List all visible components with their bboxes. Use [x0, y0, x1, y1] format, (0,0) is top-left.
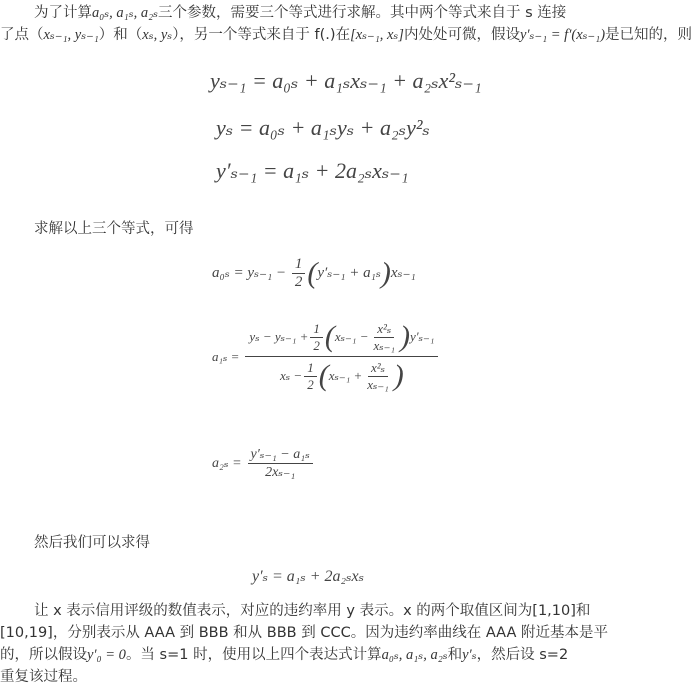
a0-rhs-left: yₛ₋₁ −	[247, 264, 287, 281]
closing-coeffs: a₀ₛ, a₁ₛ, a₂ₛ	[381, 647, 448, 663]
closing-text-3a: 的，所以假设	[0, 647, 87, 663]
a1-num-x: xₛ₋₁ −	[334, 329, 369, 344]
closing-text-3d: ，然后设 s=2	[476, 647, 569, 663]
a1-den-x: xₛ₋₁ +	[328, 368, 363, 383]
closing-text-3c: 和	[447, 647, 463, 663]
intro-paragraph	[0, 2, 692, 46]
closing-text-3b: 。当 s=1 时，使用以上四个表达式计算	[125, 647, 382, 663]
point-curr: xₛ, yₛ	[142, 27, 173, 43]
a1-lhs: a₁ₛ =	[212, 348, 240, 364]
initial-derivative: y′₀ = 0	[87, 647, 126, 663]
closing-ys: y′ₛ	[462, 647, 477, 663]
equation-2: yₛ = a₀ₛ + a₁ₛyₛ + a₂ₛy²ₛ	[216, 115, 430, 140]
equation-1: yₛ₋₁ = a₀ₛ + a₁ₛxₛ₋₁ + a₂ₛx²ₛ₋₁	[210, 68, 482, 93]
a1-main-fraction: yₛ − yₛ₋₁ + $\frac{1}{2}$ ( xₛ₋₁ − $\frac{\text{x²ₛ}}{\text{xₛ₋₁}}$ ) y′ₛ₋₁ xₛ − $\frac{1}{2}$ ( xₛ₋₁ + $\frac{\text{x²ₛ}}{\text{xₛ₋₁}}$ )	[245, 318, 438, 395]
closing-line-4: 重复该过程。	[0, 669, 87, 685]
intro-text-2: 三个参数，需要三个等式进行求解。其中两个等式来自于 s 连接	[158, 5, 567, 21]
point-prev: xₛ₋₁, yₛ₋₁	[43, 27, 99, 43]
then-text: 然后我们可以求得	[34, 535, 150, 551]
a0-tail: xₛ₋₁	[390, 264, 416, 281]
closing-line-2: [10,19]，分别表示从 AAA 到 BBB 和从 BBB 到 CCC。因为违约率曲线在 AAA 附近基本是平	[0, 625, 608, 641]
solve-text: 求解以上三个等式，可得	[34, 221, 194, 237]
a1-den-inner-fraction: $\frac{\text{x²ₛ}}{\text{xₛ₋₁}}$	[367, 359, 389, 392]
interval: [xₛ₋₁, xₛ]	[350, 27, 404, 43]
a2-lhs: a₂ₛ =	[212, 456, 242, 471]
a2-fraction: $\frac{\text{y′ₛ₋₁ − a₁ₛ}}{\text{2xₛ₋₁}}$	[248, 446, 313, 481]
intro-text-4: ）和（	[98, 27, 143, 43]
closing-line-1: 让 x 表示信用评级的数值表示，对应的违约率用 y 表示。x 的两个取值区间为[1,10]和	[34, 603, 591, 619]
a1-num-inner-fraction: $\frac{\text{x²ₛ}}{\text{xₛ₋₁}}$	[373, 320, 395, 353]
intro-text-5: ），另一个等式来自于 f(.)在	[172, 27, 351, 43]
closing-paragraph	[0, 600, 633, 688]
half-fraction: $\frac{1}{2}$	[292, 256, 306, 291]
final-equation: y′ₛ = a₁ₛ + 2a₂ₛxₛ	[252, 568, 364, 585]
coeff-list: a₀ₛ, a₁ₛ, a₂ₛ	[92, 5, 159, 21]
assumption-eq: y′ₛ₋₁ = f′(xₛ₋₁)	[519, 27, 606, 43]
a0-lhs: a₀ₛ =	[212, 264, 244, 281]
a1-den-left: xₛ −	[280, 368, 303, 383]
intro-text-1: 为了计算	[34, 5, 92, 21]
solution-a0: a₀ₛ = yₛ₋₁ − $\frac{1}{2}$ (y′ₛ₋₁ + a₁ₛ)xₛ₋₁	[212, 256, 416, 290]
solution-a2	[212, 446, 315, 481]
solution-a1	[212, 318, 440, 395]
a1-num-tail: y′ₛ₋₁	[410, 329, 435, 344]
intro-text-7: 是已知的，则	[605, 27, 692, 43]
intro-text-6: 内处处可微，假设	[403, 27, 520, 43]
a1-num-half: $\frac{1}{2}$	[310, 321, 323, 354]
a1-den-half: $\frac{1}{2}$	[304, 360, 317, 393]
a0-paren: y′ₛ₋₁ + a₁ₛ	[317, 264, 381, 281]
equation-3: y′ₛ₋₁ = a₁ₛ + 2a₂ₛxₛ₋₁	[216, 158, 409, 183]
a1-num-left: yₛ − yₛ₋₁ +	[249, 329, 309, 344]
intro-text-3: 了点（	[0, 27, 44, 43]
